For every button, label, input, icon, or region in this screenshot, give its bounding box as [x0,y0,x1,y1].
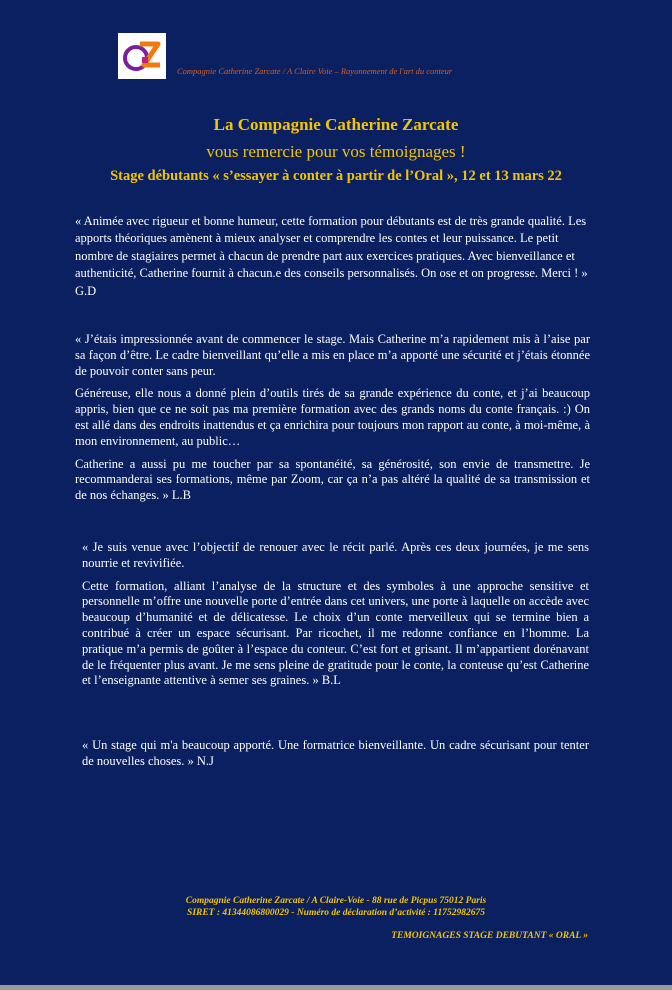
testimonial-paragraph: « Un stage qui m'a beaucoup apporté. Une formatrice bienveillante. Un cadre sécurisant pour tenter de nouvelles choses. » N.J [82,738,589,768]
logo-graphic [118,33,166,79]
page-title: La Compagnie Catherine Zarcate [213,115,459,134]
testimonial-paragraph: « Je suis venue avec l’objectif de renouer avec le récit parlé. Après ces deux journées, je me sens nourrie et revivifiée. [82,540,589,570]
footer-document-label: TEMOIGNAGES STAGE DEBUTANT « ORAL » [391,931,588,941]
footer-address [0,895,672,919]
testimonial-paragraph: « Animée avec rigueur et bonne humeur, cette formation pour débutants est de très grande qualité. Les apports théoriques amènent à mieux analyser et comprendre les contes et leur puissance. Le petit nombre de stagiaires permet à chacun de prendre part aux exercices pratiques. Avec bienveillance et authenticité, Catherine fournit à chacun.e des conseils personnalisés. On ose et on progresse. Merci ! » G.D [75,214,588,298]
footer-line-siret: SIRET : 41344086800029 - Numéro de déclaration d’activité : 11752982675 [187,908,485,918]
testimonial-gd [75,213,590,300]
testimonial-paragraph: « J’étais impressionnée avant de commencer le stage. Mais Catherine m’a rapidement mis à l’aise par sa façon d’être. Le cadre bienveillant qu’elle a mis en place m’a apporté une sécurité et j’étais étonnée de pouvoir conter sans peur. [75,332,590,378]
testimonial-bl [82,540,589,696]
testimonial-paragraph: Cette formation, alliant l’analyse de la structure et des symboles à une approche sensitive et personnelle m’offre une nouvelle porte d’entrée dans cet univers, une porte à laquelle on accède avec beaucoup d’humanité et de délicatesse. Le choix d’un conte merveilleux qui se termine bien a contribué à créer un espace sécurisant. Par ricochet, il me redonne confiance en l’homme. La pratique m’a permis de goûter à l’espace du conteur. C’est fort et grisant. Il m’appartient dorénavant de le fréquenter plus avant. Je me sens pleine de gratitude pour le conte, la conteuse qu’est Catherine et l’enseignante attentive à semer ses graines. » B.L [82,578,589,688]
page-subtitle: vous remercie pour vos témoignages ! [206,142,466,161]
title-block [0,114,672,186]
footer-line-address: Compagnie Catherine Zarcate / A Claire-Voie - 88 rue de Picpus 75012 Paris [185,896,487,906]
stage-title: Stage débutants « s’essayer à conter à partir de l’Oral », 12 et 13 mars 22 [110,168,562,184]
testimonial-lb [75,332,590,511]
testimonial-nj [82,738,589,770]
header-tagline: Compagnie Catherine Zarcate / A Claire Voie – Rayonnement de l'art du conteur [177,66,453,76]
testimonial-paragraph: Généreuse, elle nous a donné plein d’outils tirés de sa grande expérience du conte, et j’ai beaucoup appris, bien que ce ne soit pas ma première formation avec des grands noms du conte français. :) On est allé dans des endroits inattendus et ça enrichira pour toujours mon rapport au conte, à moi-même, à mon environnement, au public… [75,386,590,448]
page-bottom-bar [0,985,672,990]
company-logo [118,33,166,79]
testimonial-paragraph: Catherine a aussi pu me toucher par sa spontanéité, sa générosité, son envie de transmettre. Je recommanderai ses formations, même par Zoom, car ça n’a pas altéré la qualité de sa transmission et de nos échanges. » L.B [75,456,590,503]
